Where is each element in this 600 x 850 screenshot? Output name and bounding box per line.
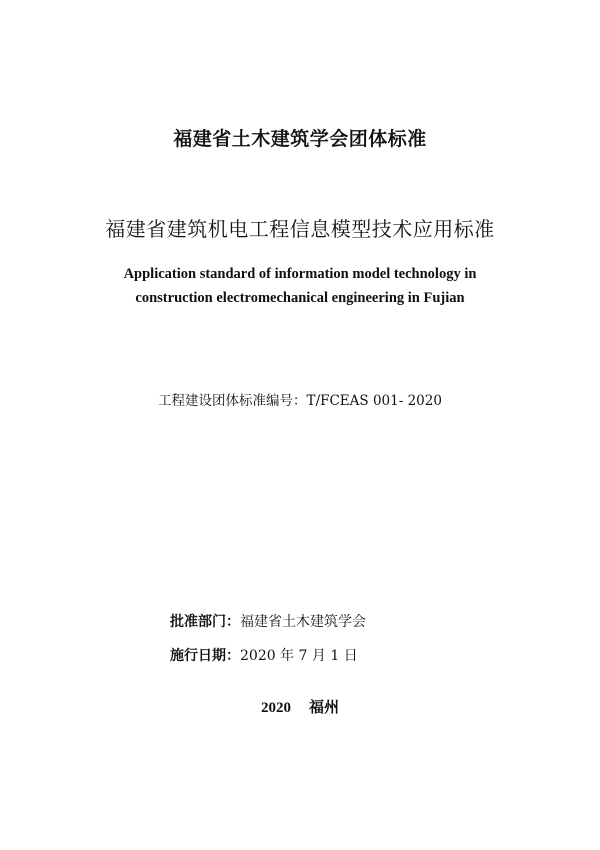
footer-city: 福州 bbox=[308, 698, 339, 716]
title-english bbox=[0, 262, 600, 310]
organization-heading: 福建省土木建筑学会团体标准 bbox=[173, 128, 427, 150]
approval-value: 福建省土木建筑学会 bbox=[240, 614, 366, 630]
footer-year: 2020 bbox=[260, 700, 291, 716]
title-english-line-1: Application standard of information model technology in bbox=[123, 266, 477, 282]
title-english-line-2: construction electromechanical engineering in Fujian bbox=[135, 290, 465, 306]
effective-value: 2020 年 7 月 1 日 bbox=[240, 648, 358, 664]
effective-date bbox=[170, 645, 358, 665]
publication-footer bbox=[0, 696, 600, 717]
approval-department bbox=[170, 611, 366, 631]
standard-number: 工程建设团体标准编号：T/FCEAS 001- 2020 bbox=[158, 393, 442, 409]
approval-label: 批准部门： bbox=[170, 614, 240, 630]
effective-label: 施行日期： bbox=[170, 648, 240, 664]
title-chinese: 福建省建筑机电工程信息模型技术应用标准 bbox=[105, 217, 495, 241]
